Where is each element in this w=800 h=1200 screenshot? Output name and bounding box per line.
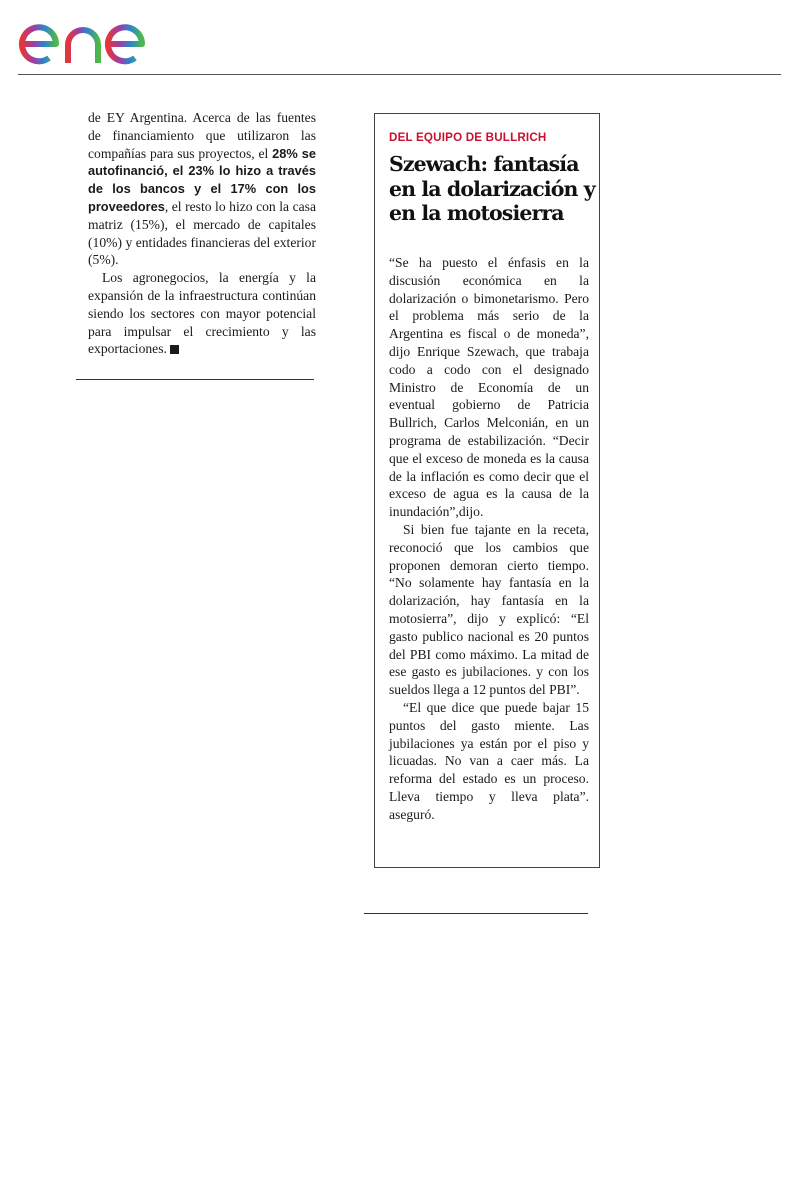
sidebar-paragraph-1: “Se ha puesto el énfasis en la discusión económica en la dolarización o bimonetarismo. Pero el problema más serio de la Argentina es fiscal o de moneda”, dijo Enrique Szewach, que trabaja codo a codo con el designado Ministro de Economía de un eventual gobierno de Patricia Bullrich, Carlos Melconián, en un programa de estabilización. “Decir que el exceso de moneda es la causa de la inflación es como decir que el exceso de agua es la causa de la inundación”,dijo.: [389, 255, 589, 520]
sidebar-box: [374, 113, 600, 868]
sidebar-bottom-rule: [364, 913, 588, 914]
end-of-article-mark: [170, 345, 179, 354]
top-rule: [18, 74, 781, 75]
sidebar-paragraph-3: “El que dice que puede bajar 15 puntos del gasto miente. Las jubilaciones ya están por el piso y licuadas. No van a caer más. La reforma del estado es un proceso. Lleva tiempo y lleva plata”. aseguró.: [389, 699, 589, 822]
sidebar-paragraph-2: Si bien fue tajante en la receta, reconoció que los cambios que proponen demoran cierto tiempo. “No solamente hay fantasía en la dolarización, hay fantasía en la motosierra”, dijo y explicó: “El gasto publico nacional es 20 puntos del PBI como máximo. La mitad de ese gasto es jubilaciones. y con los sueldos llega a 12 puntos del PBI”.: [389, 521, 589, 698]
sidebar-kicker: DEL EQUIPO DE BULLRICH: [389, 131, 547, 144]
left-column-rule: [76, 379, 314, 380]
left-column: [88, 109, 316, 358]
enel-logo: [16, 4, 180, 70]
sidebar-body: [389, 254, 589, 824]
sidebar-headline: Szewach: fantasía en la dolarización y en la motosierra: [389, 152, 595, 225]
left-paragraph-2: Los agronegocios, la energía y la expansión de la infraestructura continúan siendo los sectores con mayor potencial para impulsar el crecimiento y las exportaciones.: [88, 270, 316, 357]
left-paragraph-1: de EY Argentina. Acerca de las fuentes de financiamiento que utilizaron las compañías para sus proyectos, el 28% se autofinanció, el 23% lo hizo a través de los bancos y el 17% con los proveedores, el resto lo hizo con la casa matriz (15%), el mercado de capitales (10%) y entidades financieras del exterior (5%).: [88, 110, 316, 268]
